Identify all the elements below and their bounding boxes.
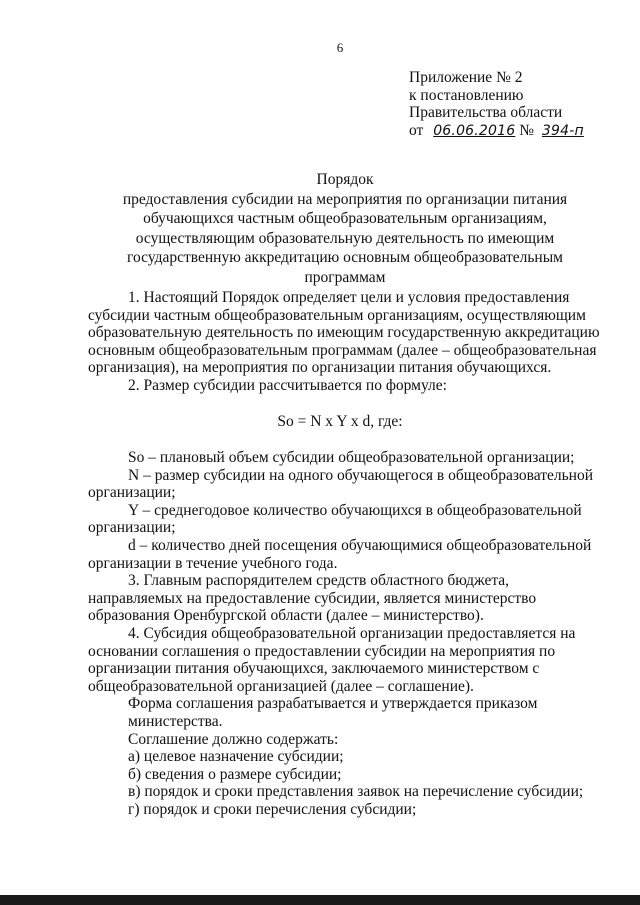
- handwritten-date: 06.06.2016: [433, 122, 516, 139]
- paragraph-3-line: 3. Главным распорядителем средств областного бюджета,: [128, 572, 510, 590]
- paragraph-line: субсидии частным общеобразовательным организациям, осуществляющим: [88, 306, 586, 324]
- appendix-number-label: №: [519, 121, 535, 139]
- paragraph-line: основным общеобразовательным программам (далее – общеобразовательная: [88, 341, 597, 359]
- appendix-government-label: Правительства области: [409, 104, 563, 121]
- agreement-item: б) сведения о размере субсидии;: [128, 765, 342, 783]
- appendix-title: Приложение № 2: [409, 69, 523, 86]
- definition-y-cont: организации;: [88, 519, 176, 537]
- definition-n-cont: организации;: [88, 484, 176, 502]
- handwritten-number: 394-п: [541, 122, 584, 139]
- definition-y: Y – среднегодовое количество обучающихся в общеобразовательной: [128, 501, 582, 519]
- definitions: [88, 449, 593, 818]
- paragraph-4-line: 4. Субсидия общеобразовательной организации предоставляется на: [128, 624, 576, 642]
- paragraph-3-line: образования Оренбургской области (далее – министерство).: [88, 607, 484, 625]
- paragraph-3-line: направляемых на предоставление субсидии, является министерство: [88, 589, 537, 607]
- paragraph-line: образовательную деятельность по имеющим государственную аккредитацию: [88, 324, 600, 342]
- title-line: осуществляющим образовательную деятельность по имеющим: [135, 229, 555, 247]
- paragraph-1: [88, 289, 600, 395]
- paragraph-4-line: организации питания обучающихся, заключаемого министерством с: [88, 660, 540, 678]
- agreement-item: в) порядок и сроки представления заявок на перечисление субсидии;: [128, 783, 584, 801]
- agreement-item: а) целевое назначение субсидии;: [128, 748, 344, 766]
- page-number: 6: [336, 40, 344, 55]
- form-paragraph-line: министерства.: [128, 712, 223, 730]
- paragraph-4-line: общеобразовательной организацией (далее – соглашение).: [88, 677, 474, 695]
- appendix-date-number-line: [409, 122, 584, 141]
- formula: So = N x Y x d, где:: [277, 413, 403, 430]
- form-paragraph-line: Форма соглашения разрабатывается и утверждается приказом: [128, 695, 538, 713]
- definition-d-cont: организации в течение учебного года.: [88, 554, 338, 572]
- agreement-item: г) порядок и сроки перечисления субсидии;: [128, 800, 417, 818]
- definition-so: So – плановый объем субсидии общеобразовательной организации;: [128, 449, 575, 466]
- paragraph-line: организация), на мероприятия по организации питания обучающихся.: [88, 359, 552, 377]
- paragraph-line: 1. Настоящий Порядок определяет цели и условия предоставления: [128, 289, 570, 306]
- definition-n: N – размер субсидии на одного обучающегося в общеобразовательной: [128, 466, 593, 484]
- title-line: предоставления субсидии на мероприятия по организации питания: [122, 190, 568, 208]
- title-line: обучающихся частным общеобразовательным организациям,: [143, 210, 547, 227]
- document-title: [95, 170, 595, 287]
- appendix-from-label: от: [409, 121, 424, 139]
- agreement-intro: Соглашение должно содержать:: [128, 730, 339, 748]
- title-heading: Порядок: [316, 171, 374, 188]
- appendix-header: [409, 69, 584, 140]
- title-line: программам: [304, 268, 386, 286]
- scan-bottom-edge: [0, 895, 640, 905]
- paragraph-2: 2. Размер субсидии рассчитывается по формуле:: [128, 376, 447, 394]
- paragraph-4-line: основании соглашения о предоставлении субсидии на мероприятия по: [88, 642, 556, 660]
- title-line: государственную аккредитацию основным общеобразовательным: [127, 249, 563, 266]
- appendix-resolution-label: к постановлению: [409, 86, 524, 104]
- definition-d: d – количество дней посещения обучающимися общеобразовательной: [128, 536, 592, 554]
